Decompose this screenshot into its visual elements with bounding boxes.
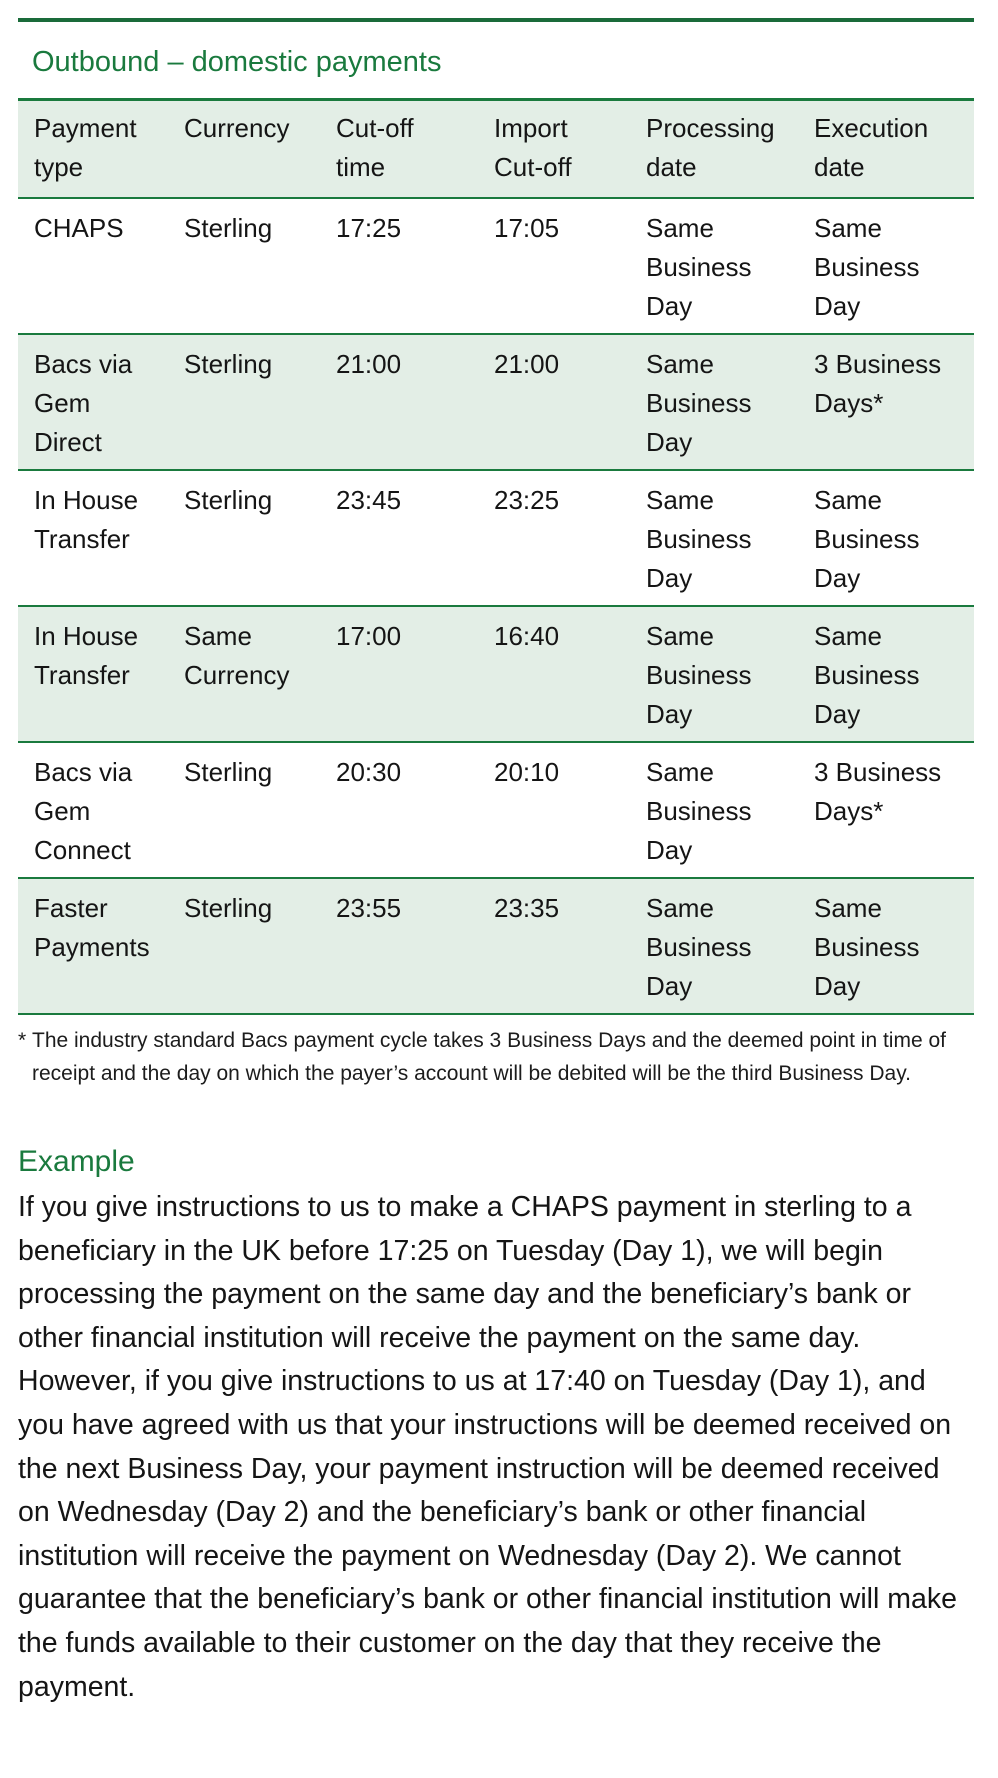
cell-processing-date: Same Business Day <box>646 485 752 593</box>
footnote <box>18 1024 968 1090</box>
cell-cutoff-time: 20:30 <box>336 757 402 787</box>
example-paragraph: If you give instructions to us to make a CHAPS payment in sterling to a beneficiary in the UK before 17:25 on Tuesday (Day 1), we will begin processing the payment on the same day and the beneficiary’s bank or other financial institution will receive the payment on the same day. However, if you give instructions to us at 17:40 on Tuesday (Day 1), and you have agreed with us that your instructions will be deemed received on the next Business Day, your payment instruction will be deemed received on Wednesday (Day 2) and the beneficiary’s bank or other financial institution will receive the payment on Wednesday (Day 2). We cannot guarantee that the beneficiary’s bank or other financial institution will make the funds available to their customer on the day that they receive the payment. <box>18 1191 957 1703</box>
cell-import-cutoff: 21:00 <box>494 349 560 379</box>
cell-import-cutoff: 17:05 <box>494 213 560 243</box>
top-divider <box>18 18 974 22</box>
cell-payment-type: In House Transfer <box>34 621 139 690</box>
cell-import-cutoff: 23:35 <box>494 893 560 923</box>
header-processing-date: Processing date <box>646 113 775 182</box>
cell-processing-date: Same Business Day <box>646 757 752 865</box>
cell-payment-type: In House Transfer <box>34 485 139 554</box>
cutoff-times-table <box>18 98 974 1015</box>
section-title: Outbound – domestic payments <box>32 46 442 78</box>
cell-currency: Sterling <box>184 893 273 923</box>
cell-processing-date: Same Business Day <box>646 349 752 457</box>
table-header-row <box>18 101 974 199</box>
cell-processing-date: Same Business Day <box>646 621 752 729</box>
cell-execution-date: 3 Business Days* <box>814 757 942 826</box>
cell-cutoff-time: 17:25 <box>336 213 402 243</box>
cell-execution-date: Same Business Day <box>814 485 920 593</box>
cell-currency: Sterling <box>184 757 273 787</box>
cell-import-cutoff: 23:25 <box>494 485 560 515</box>
example-heading: Example <box>18 1145 135 1178</box>
cell-execution-date: Same Business Day <box>814 621 920 729</box>
cell-import-cutoff: 20:10 <box>494 757 560 787</box>
table-row <box>18 607 974 743</box>
cell-execution-date: Same Business Day <box>814 893 920 1001</box>
table-row <box>18 471 974 607</box>
table-row <box>18 335 974 471</box>
header-payment-type: Payment type <box>34 113 137 182</box>
cell-currency: Sterling <box>184 213 273 243</box>
cell-cutoff-time: 23:45 <box>336 485 402 515</box>
cell-payment-type: Faster Payments <box>34 893 150 962</box>
cell-payment-type: CHAPS <box>34 213 124 243</box>
cell-payment-type: Bacs via Gem Direct <box>34 349 133 457</box>
cell-import-cutoff: 16:40 <box>494 621 560 651</box>
cell-cutoff-time: 23:55 <box>336 893 402 923</box>
footnote-marker: * <box>18 1029 27 1052</box>
footnote-text: The industry standard Bacs payment cycle takes 3 Business Days and the deemed point in time of receipt and the day on which the payer’s account will be debited will be the third Business Day. <box>32 1029 946 1085</box>
table-row <box>18 743 974 879</box>
cell-currency: Same Currency <box>184 621 290 690</box>
table-row <box>18 879 974 1015</box>
header-execution-date: Execution date <box>814 113 929 182</box>
cell-currency: Sterling <box>184 485 273 515</box>
table-row <box>18 199 974 335</box>
cell-execution-date: 3 Business Days* <box>814 349 942 418</box>
cell-payment-type: Bacs via Gem Connect <box>34 757 133 865</box>
cell-cutoff-time: 21:00 <box>336 349 402 379</box>
cell-currency: Sterling <box>184 349 273 379</box>
header-currency: Currency <box>184 113 290 143</box>
header-import-cutoff: Import Cut-off <box>494 113 572 182</box>
cell-processing-date: Same Business Day <box>646 213 752 321</box>
header-cutoff-time: Cut-off time <box>336 113 414 182</box>
cell-processing-date: Same Business Day <box>646 893 752 1001</box>
cell-execution-date: Same Business Day <box>814 213 920 321</box>
cell-cutoff-time: 17:00 <box>336 621 402 651</box>
